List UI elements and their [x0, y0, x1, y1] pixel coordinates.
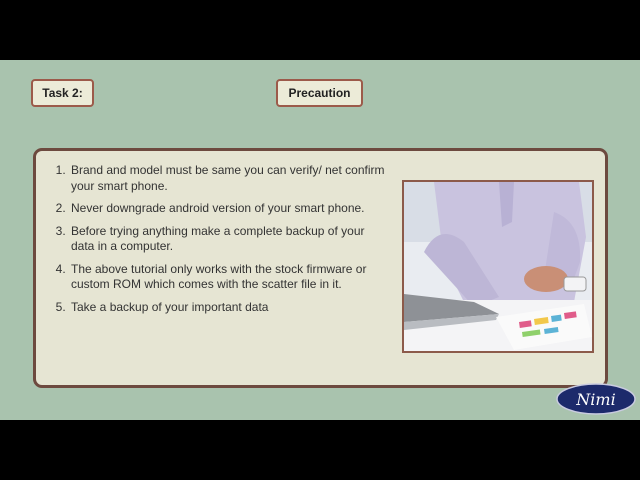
task-label: Task 2: — [31, 79, 94, 107]
section-title: Precaution — [276, 79, 363, 107]
content-panel — [33, 148, 608, 388]
list-item: 4. The above tutorial only works with the stock firmware or custom ROM which comes with the scatter file in it. — [69, 262, 389, 293]
list-item: 1. Brand and model must be same you can verify/ net confirm your smart phone. — [69, 163, 389, 194]
slide — [0, 60, 640, 420]
nimi-logo — [555, 382, 637, 416]
list-item: 2. Never downgrade android version of your smart phone. — [69, 201, 389, 217]
list-item: 5. Take a backup of your important data — [69, 300, 389, 316]
precaution-list — [56, 163, 389, 322]
list-item: 3. Before trying anything make a complete backup of your data in a computer. — [69, 224, 389, 255]
person-laptop-illustration — [404, 182, 592, 351]
photo-person-laptop — [402, 180, 594, 353]
logo-text: Nimi — [576, 390, 616, 409]
